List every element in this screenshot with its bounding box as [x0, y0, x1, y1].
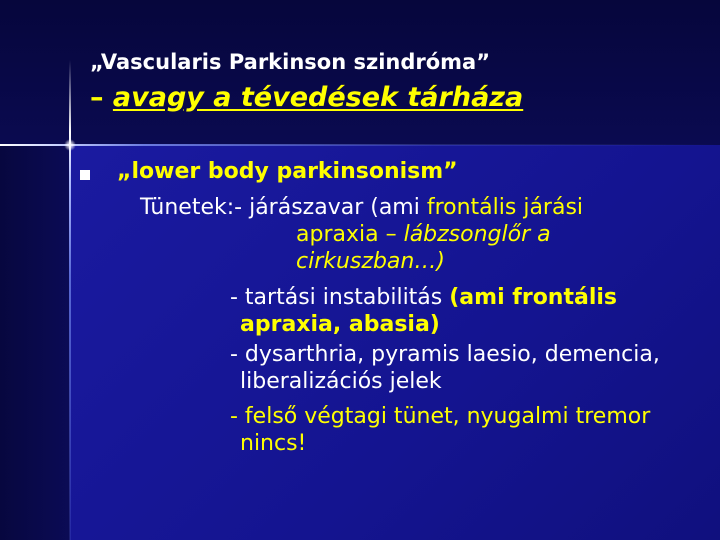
symptoms-prefix: Tünetek:- járászavar (ami — [140, 195, 427, 220]
subtitle-dash: – — [90, 82, 113, 113]
apraxia-line — [296, 222, 551, 247]
item4-line1: - felső végtagi tünet, nyugalmi tremor — [230, 404, 651, 429]
item2-bold: (ami frontális — [449, 285, 618, 310]
sparkle-icon — [64, 139, 76, 151]
apraxia-text: apraxia – — [296, 222, 404, 247]
item2-continuation: apraxia, abasia) — [240, 312, 440, 337]
horizontal-divider-line — [0, 144, 720, 146]
item2-line — [230, 285, 617, 310]
item3-line1: - dysarthria, pyramis laesio, demencia, — [230, 342, 660, 367]
circus-line: cirkuszban…) — [296, 249, 445, 274]
slide-subtitle — [90, 82, 523, 113]
bullet-square-icon — [80, 170, 90, 180]
item3-line2: liberalizációs jelek — [240, 369, 442, 394]
subtitle-italic: avagy a tévedések tárháza — [112, 82, 524, 113]
vertical-divider-line — [69, 60, 71, 540]
symptoms-highlight: frontális járási — [426, 195, 584, 220]
item2-prefix: - tartási instabilitás — [230, 285, 450, 310]
symptoms-line — [140, 195, 583, 220]
apraxia-italic: lábzsonglőr a — [403, 222, 551, 247]
bullet-heading: „lower body parkinsonism” — [117, 159, 458, 184]
slide-title: „Vascularis Parkinson szindróma” — [90, 50, 491, 74]
item4-line2: nincs! — [240, 431, 307, 456]
